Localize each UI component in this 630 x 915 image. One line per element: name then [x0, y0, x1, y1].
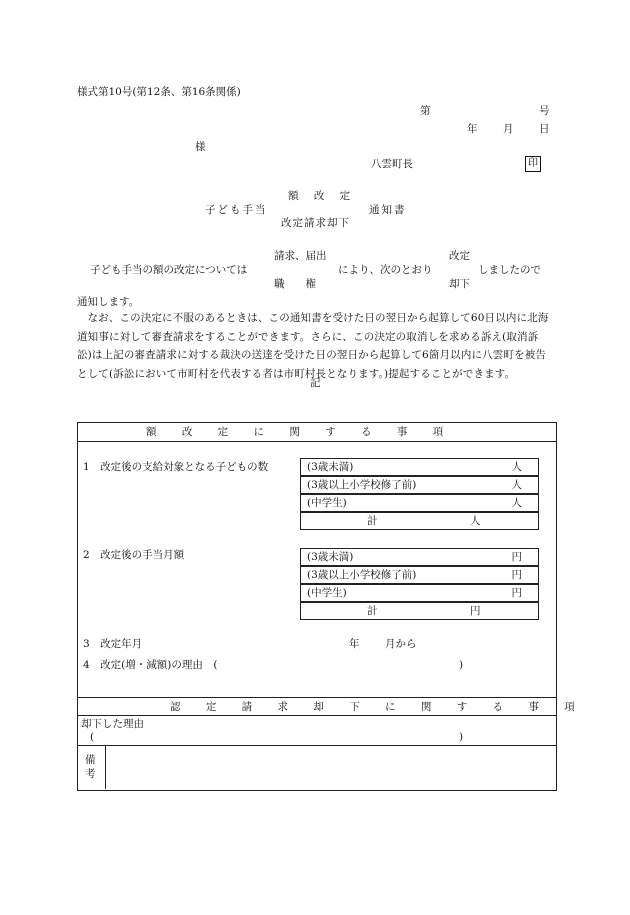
item2-row: [300, 548, 539, 566]
item2-label: 2 改定後の手当月額: [83, 549, 185, 561]
item1-row-unit: 人: [511, 479, 522, 491]
intro-suffix: しましたので: [478, 264, 541, 276]
item2-total-row: [300, 602, 539, 620]
item2-row-label: (3歳未満): [307, 551, 354, 563]
item1-row-label: (3歳未満): [307, 461, 354, 473]
reject-close-paren: ): [459, 731, 464, 743]
item1-row-unit: 人: [511, 461, 522, 473]
title-prefix: 子ども手当: [205, 204, 268, 216]
item4-close-paren: ): [459, 659, 464, 671]
ki-marker: 記: [310, 377, 321, 389]
item1-row-unit: 人: [511, 497, 522, 509]
item4-label: 4 改定(増・減額)の理由 (: [83, 659, 218, 671]
title-suffix: 通知書: [369, 204, 407, 216]
item2-total-label: 計: [367, 605, 379, 617]
title-option-amount-revision: 額 改 定: [288, 190, 357, 202]
item3-month: 月から: [385, 638, 417, 650]
title-option-rejection: 改定請求却下: [281, 217, 350, 229]
number-prefix: 第: [420, 105, 431, 117]
item2-row: [300, 584, 539, 602]
intro-prefix: 子ども手当の額の改定については: [90, 264, 248, 276]
item1-total-row: [300, 512, 539, 530]
section1-title: 額 改 定 に 関 す る 事 項: [146, 426, 455, 438]
reason-option-request: 請求、届出: [274, 250, 327, 262]
intro-end: 通知します。: [77, 296, 140, 308]
appeal-notice: なお、この決定に不服のあるときは、この通知書を受けた日の翌日から起算して60日以内に北海道知事に対して審査請求をすることができます。さらに、この決定の取消しを求める訴え(取消訴訟)は上記の審査請求に対する裁決の送達を受けた日の翌日から起算して6箇月以内に八雲町を被告として(訴訟において市町村を代表する者は市町村長となります。)提起することができます。: [77, 312, 549, 380]
item2-total-unit: 円: [470, 605, 481, 617]
reject-reason-label: 却下した理由: [81, 718, 144, 730]
item1-row: [300, 494, 539, 512]
date-month: 月: [503, 123, 514, 135]
number-suffix: 号: [539, 105, 550, 117]
intro-middle: により、次のとおり: [338, 264, 433, 276]
item2-row-label: (中学生): [307, 587, 347, 599]
reason-option-authority: 職 権: [274, 278, 316, 290]
item1-row: [300, 476, 539, 494]
remarks-column-divider: [105, 745, 106, 789]
item2-row-unit: 円: [511, 569, 522, 581]
item1-total-label: 計: [367, 515, 379, 527]
item2-row: [300, 566, 539, 584]
section1-divider: [77, 441, 556, 442]
section2-divider: [77, 715, 556, 716]
item1-row-label: (3歳以上小学校修了前): [307, 479, 417, 491]
item3-year: 年: [349, 638, 360, 650]
remarks-label: 備考: [85, 754, 96, 780]
item2-row-label: (3歳以上小学校修了前): [307, 569, 417, 581]
remarks-divider: [77, 745, 556, 746]
seal-stamp: 印: [525, 156, 541, 172]
result-option-revised: 改定: [449, 250, 470, 262]
section2-top-divider: [77, 697, 556, 698]
item1-total-unit: 人: [470, 515, 481, 527]
reject-open-paren: (: [90, 731, 95, 743]
date-day: 日: [539, 123, 550, 135]
addressee-suffix: 様: [195, 141, 206, 153]
item3-label: 3 改定年月: [83, 638, 143, 650]
item1-row: [300, 458, 539, 476]
item1-label: 1 改定後の支給対象となる子どもの数: [83, 461, 269, 473]
item2-row-unit: 円: [511, 551, 522, 563]
item2-row-unit: 円: [511, 587, 522, 599]
result-option-rejected: 却下: [449, 278, 470, 290]
item1-row-label: (中学生): [307, 497, 347, 509]
form-number: 様式第10号(第12条、第16条関係): [77, 86, 241, 98]
issuer-name: 八雲町長: [371, 158, 413, 170]
date-year: 年: [467, 123, 478, 135]
section2-title: 認 定 請 求 却 下 に 関 す る 事 項: [170, 701, 586, 713]
